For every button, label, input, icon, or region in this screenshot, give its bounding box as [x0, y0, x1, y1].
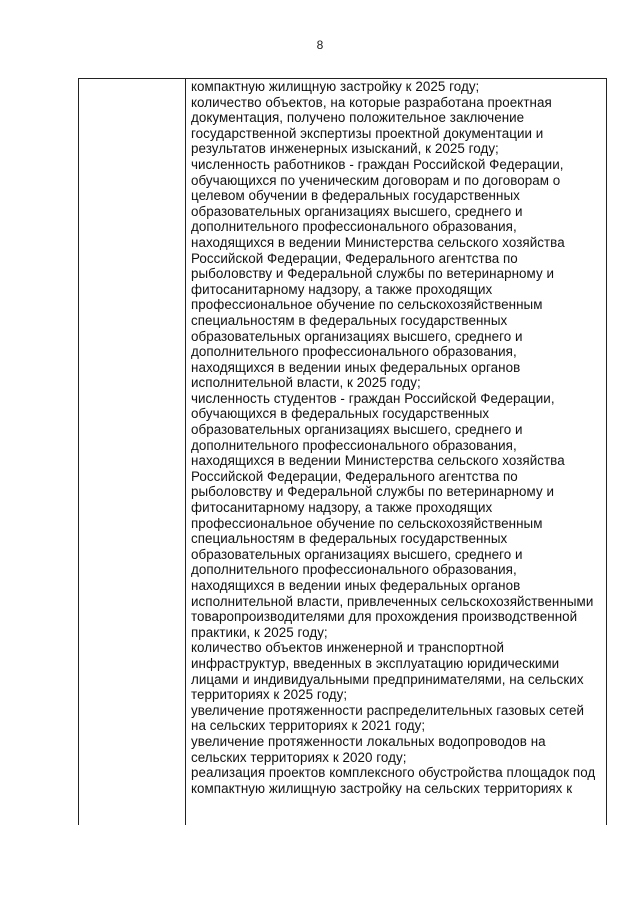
- paragraph-line: Российской Федерации, Федерального агентства по: [191, 250, 518, 266]
- paragraph-line: результатов инженерных изысканий, к 2025 году;: [191, 141, 499, 157]
- paragraph-line: дополнительного профессионального образования,: [191, 437, 517, 453]
- paragraph-line: образовательных организациях высшего, среднего и: [191, 328, 523, 344]
- paragraph-line: численность студентов - граждан Российской Федерации,: [191, 390, 555, 406]
- paragraph-line: исполнительной власти, привлеченных сельскохозяйственными: [191, 593, 594, 609]
- paragraph-line: увеличение протяженности локальных водопроводов на: [191, 733, 546, 749]
- paragraph-line: целевом обучении в федеральных государственных: [191, 188, 520, 204]
- paragraph-line: увеличение протяженности распределительных газовых сетей: [191, 702, 584, 718]
- document-table: [78, 78, 607, 825]
- paragraph-line: компактную жилищную застройку на сельских территориях к: [191, 780, 573, 796]
- paragraph-line: Российской Федерации, Федерального агентства по: [191, 468, 518, 484]
- paragraph-line: дополнительного профессионального образования,: [191, 344, 517, 360]
- table-left-cell: [79, 79, 186, 825]
- table-paragraph: [191, 703, 606, 734]
- paragraph-line: компактную жилищную застройку к 2025 году;: [191, 79, 480, 94]
- paragraph-line: документация, получено положительное заключение: [191, 110, 525, 126]
- paragraph-line: численность работников - граждан Российской Федерации,: [191, 156, 564, 172]
- table-right-cell: [191, 79, 606, 825]
- paragraph-line: профессиональное обучение по сельскохозяйственным: [191, 297, 543, 313]
- paragraph-line: государственной экспертизы проектной документации и: [191, 125, 544, 141]
- paragraph-line: специальностям в федеральных государственных: [191, 531, 508, 547]
- table-paragraph: [191, 640, 606, 702]
- paragraph-line: инфраструктур, введенных в эксплуатацию юридическими: [191, 655, 560, 671]
- paragraph-line: обучающихся в федеральных государственных: [191, 406, 490, 422]
- paragraph-line: фитосанитарному надзору, а также проходящих: [191, 500, 493, 516]
- paragraph-line: дополнительного профессионального образования,: [191, 562, 517, 578]
- paragraph-line: на сельских территориях к 2021 году;: [191, 718, 426, 734]
- paragraph-line: товаропроизводителями для прохождения производственной: [191, 609, 578, 625]
- page-number: 8: [316, 38, 324, 52]
- paragraph-line: образовательных организациях высшего, среднего и: [191, 203, 523, 219]
- paragraph-line: рыболовству и Федеральной службы по ветеринарному и: [191, 484, 555, 500]
- table-paragraph: [191, 734, 606, 765]
- paragraph-line: находящихся в ведении Министерства сельского хозяйства: [191, 453, 565, 469]
- table-paragraph: [191, 95, 606, 157]
- paragraph-line: специальностям в федеральных государственных: [191, 312, 508, 328]
- table-paragraph: [191, 157, 606, 391]
- paragraph-line: образовательных организациях высшего, среднего и: [191, 422, 523, 438]
- paragraph-line: исполнительной власти, к 2025 году;: [191, 375, 421, 391]
- table-paragraph: [191, 765, 606, 796]
- table-paragraph: [191, 79, 606, 95]
- paragraph-line: территориях к 2025 году;: [191, 687, 348, 703]
- paragraph-line: сельских территориях к 2020 году;: [191, 749, 407, 765]
- paragraph-line: количество объектов инженерной и транспортной: [191, 640, 505, 656]
- paragraph-line: обучающихся по ученическим договорам и по договорам о: [191, 172, 561, 188]
- paragraph-line: фитосанитарному надзору, а также проходящих: [191, 281, 493, 297]
- paragraph-line: образовательных организациях высшего, среднего и: [191, 546, 523, 562]
- paragraph-line: дополнительного профессионального образования,: [191, 219, 517, 235]
- paragraph-line: профессиональное обучение по сельскохозяйственным: [191, 515, 543, 531]
- paragraph-line: лицами и индивидуальными предпринимателями, на сельских: [191, 671, 584, 687]
- paragraph-line: находящихся в ведении Министерства сельского хозяйства: [191, 234, 565, 250]
- paragraph-line: находящихся в ведении иных федеральных органов: [191, 578, 521, 593]
- paragraph-line: находящихся в ведении иных федеральных органов: [191, 359, 521, 375]
- paragraph-line: рыболовству и Федеральной службы по ветеринарному и: [191, 266, 555, 282]
- table-paragraph: [191, 391, 606, 641]
- paragraph-line: количество объектов, на которые разработана проектная: [191, 94, 552, 110]
- paragraph-line: практики, к 2025 году;: [191, 624, 328, 640]
- paragraph-line: реализация проектов комплексного обустройства площадок под: [191, 765, 596, 781]
